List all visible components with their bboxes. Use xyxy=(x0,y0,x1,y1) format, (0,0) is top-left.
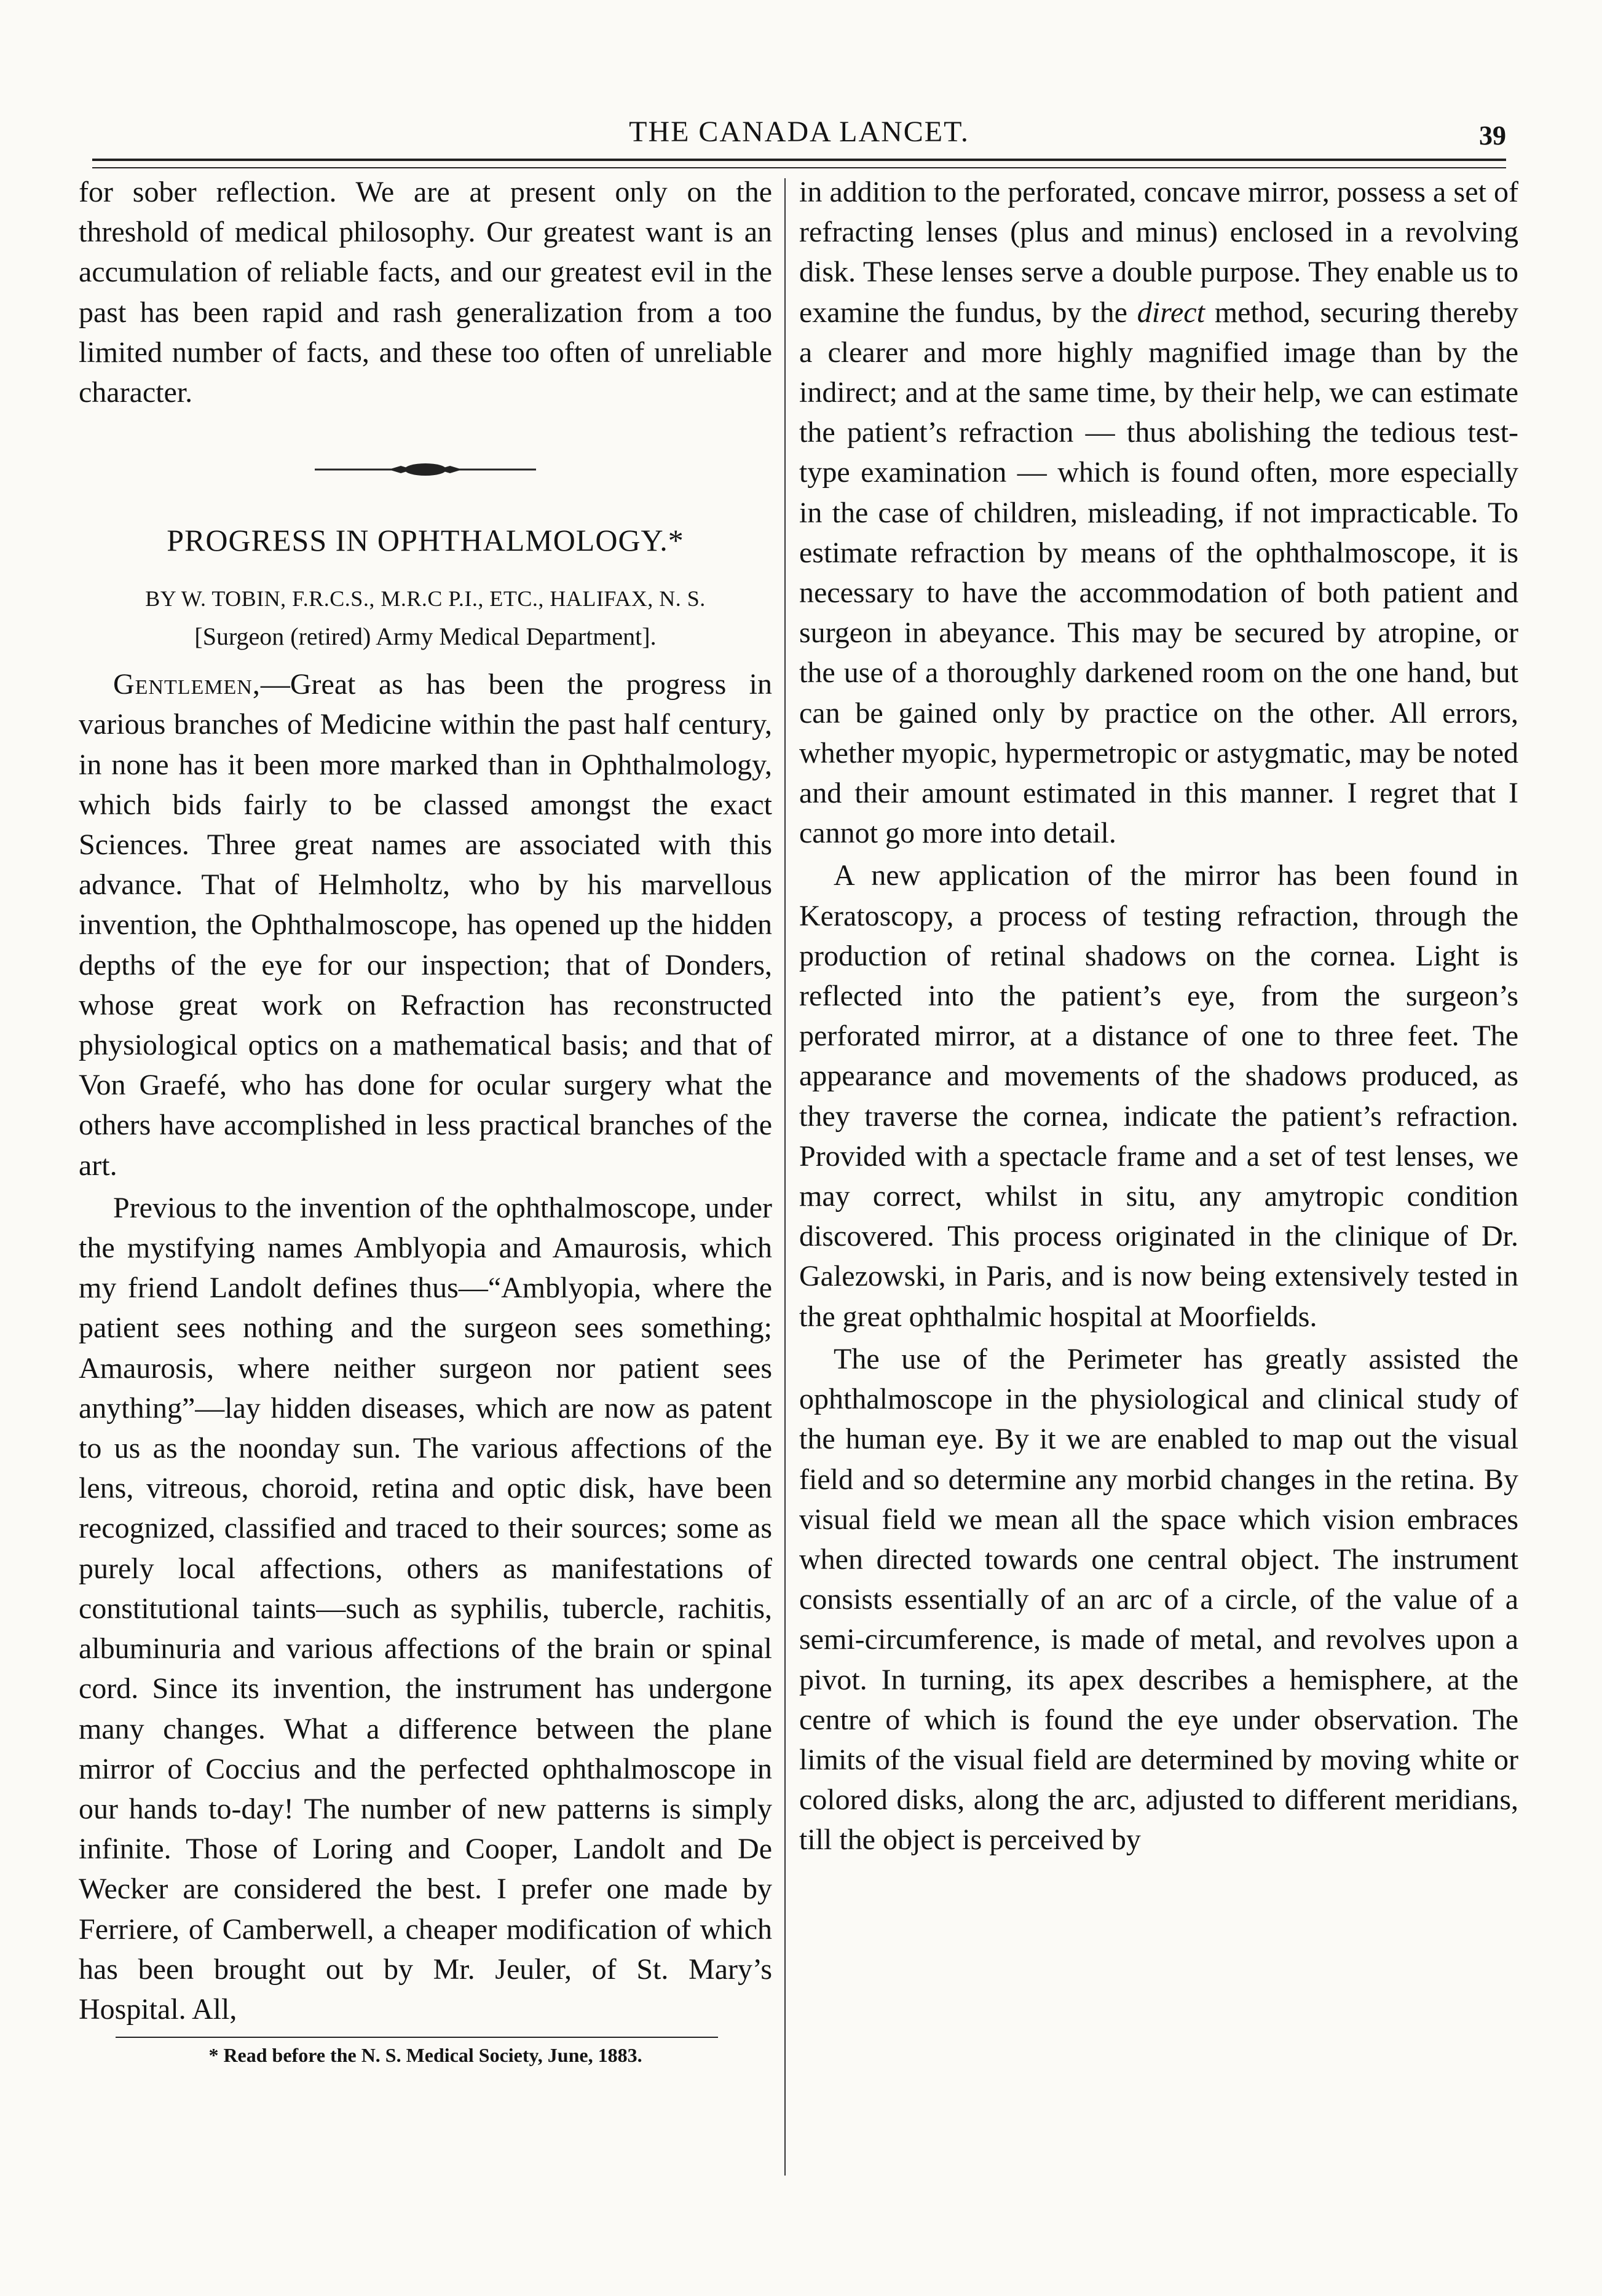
footnote: * Read before the N. S. Medical Society, June, 1883. xyxy=(208,2044,642,2067)
ornament-rule-icon xyxy=(315,460,536,479)
column-divider xyxy=(784,178,786,2176)
italic-term: direct xyxy=(1137,296,1205,329)
author-byline: BY W. TOBIN, F.R.C.S., M.R.C P.I., ETC., HALIFAX, N. S. xyxy=(145,586,706,611)
body-paragraph: A new application of the mirror has been found in Keratoscopy, a process of testing refraction, through the production of retinal shadows on the cornea. Light is reflected into the patient’s eye, from the surgeon’s perforated mirror, at a distance of one to three feet. The appearance and movements of the shadows produced, as they traverse the cornea, indicate the patient’s refraction. Provided with a spectacle frame and a set of test lenses, we may correct, whilst in situ, any amytropic condition discovered. This process originated in the clinique of Dr. Galezowski, in Paris, and is now being extensively tested in the great ophthalmic hospital at Moorfields. xyxy=(799,859,1518,1333)
author-affiliation: [Surgeon (retired) Army Medical Department]. xyxy=(194,623,657,651)
section-ornament xyxy=(79,436,772,503)
body-paragraph xyxy=(799,172,1518,853)
paragraph-text: —Great as has been the progress in various branches of Medicine within the past half century, in none has it been more marked than in Ophthalmology, which bids fairly to be classed amongst the exact Sciences. Three great names are associated with this advance. That of Helmholtz, who by his marvellous invention, the Ophthalmoscope, has opened up the hidden depths of the eye for our inspection; that of Donders, whose great work on Refraction has reconstructed physiological optics on a mathematical basis; and that of Von Graefé, who has done for ocular surgery what the others have accomplished in less practical branches of the art. xyxy=(79,668,772,1182)
header-rule xyxy=(92,159,1506,168)
salutation: Gentlemen, xyxy=(113,668,261,701)
continuation-paragraph: for sober reflection. We are at present only on the threshold of medical philosophy. Our greatest want is an accumulation of reliable facts, and our greatest evil in the past has been rapid and rash generalization from a too limited number of facts, and these too often of unreliable character. xyxy=(79,176,772,409)
page-number: 39 xyxy=(1479,120,1506,151)
left-column xyxy=(79,172,772,2188)
page-header xyxy=(92,111,1506,154)
footnote-rule xyxy=(116,2037,718,2038)
body-paragraph: Previous to the invention of the ophthalmoscope, under the mystifying names Amblyopia and Amaurosis, which my friend Landolt defines thus—“Amblyopia, where the patient sees nothing and the surgeon sees something; Amaurosis, where neither surgeon nor patient sees anything”—lay hidden diseases, which are now as patent to us as the noonday sun. The various affections of the lens, vitreous, choroid, retina and optic disk, have been recognized, classified and traced to their sources; some as purely local affections, others as manifestations of constitutional taints—such as syphilis, tubercle, rachitis, albuminuria and various affections of the brain or spinal cord. Since its invention, the instrument has undergone many changes. What a difference between the plane mirror of Coccius and the perfected ophthalmoscope in our hands to-day! The number of new patterns is simply infinite. Those of Loring and Cooper, Landolt and De Wecker are considered the best. I prefer one made by Ferriere, of Camberwell, a cheaper modification of which has been brought out by Mr. Jeuler, of St. Mary’s Hospital. All, xyxy=(79,1191,772,2026)
right-column xyxy=(799,172,1518,2200)
body-paragraph: The use of the Perimeter has greatly assisted the ophthalmoscope in the physiological and clinical study of the human eye. By it we are enabled to map out the visual field and so determine any morbid changes in the retina. By visual field we mean all the space which vision embraces when directed towards one central object. The instrument consists essentially of an arc of a circle, of the value of a semi-circumference, is made of metal, and revolves upon a pivot. In turning, its apex describes a hemisphere, at the centre of which is found the eye under observation. The limits of the visual field are determined by moving white or colored disks, along the arc, adjusted to different meridians, till the object is perceived by xyxy=(799,1342,1518,1857)
paragraph-text: in addition to the perforated, concave mirror, possess a set of refracting lenses (plus and minus) enclosed in a revolving disk. These lenses serve a double purpose. They enable us to examine the fundus, by the xyxy=(799,176,1518,329)
body-paragraph xyxy=(79,664,772,1185)
article-title: PROGRESS IN OPHTHALMOLOGY.* xyxy=(167,523,684,558)
paragraph-text: method, securing thereby a clearer and more highly magnified image than by the indirect; and at the same time, by their help, we can estimate the patient’s refraction — thus abolishing the tedious test-type examination — which is found often, more especially in the case of children, misleading, if not impracticable. To estimate refraction by means of the ophthalmoscope, it is necessary to have the accommodation of both patient and surgeon in abeyance. This may be secured by atropine, or the use of a thoroughly darkened room on the one hand, but can be gained only by practice on the other. All errors, whether myopic, hypermetropic or astygmatic, may be noted and their amount estimated in this manner. I regret that I cannot go more into detail. xyxy=(799,296,1519,850)
running-head: THE CANADA LANCET. xyxy=(629,116,969,148)
